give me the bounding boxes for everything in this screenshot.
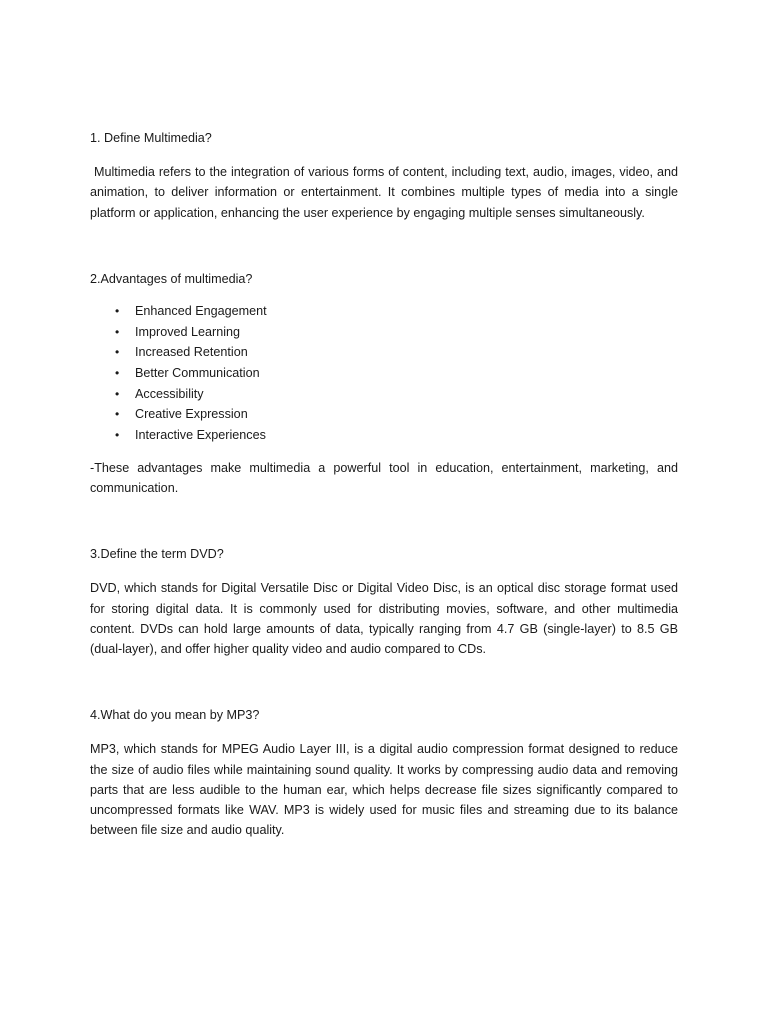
spacer [90,148,678,162]
section-heading: 2.Advantages of multimedia? [90,271,253,286]
section-heading: 4.What do you mean by MP3? [90,708,260,723]
bullet-icon: • [115,304,120,319]
section-heading: 3.Define the term DVD? [90,547,224,562]
spacer [90,659,678,705]
list-item-label: Accessibility [135,386,204,401]
section-paragraph: MP3, which stands for MPEG Audio Layer III, is a digital audio compression format designed to reduce the size of audio files while maintaining sound quality. It works by compressing audio data and removing parts that are less audible to the human ear, which helps decrease file sizes significantly compared to uncompressed formats like WAV. MP3 is widely used for music files and streaming due to its balance between file size and audio quality. [90,742,678,838]
section-paragraph: DVD, which stands for Digital Versatile Disc or Digital Video Disc, is an optical disc storage format used for storing digital data. It is commonly used for distributing movies, software, and other multimedia content. DVDs can hold large amounts of data, typically ranging from 4.7 GB (single-layer) to 8.5 GB (dual-layer), and offer higher quality video and audio compared to CDs. [90,581,678,657]
list-item-label: Creative Expression [135,407,248,422]
spacer [90,564,678,578]
list-item-label: Interactive Experiences [135,428,266,443]
bullet-icon: • [115,428,120,443]
list-item [90,425,678,446]
section-heading: 1. Define Multimedia? [90,131,212,145]
spacer [90,446,678,458]
list-item-label: Better Communication [135,366,260,381]
advantages-list [90,301,678,446]
bullet-icon: • [115,407,120,422]
spacer [90,498,678,544]
spacer [90,223,678,269]
spacer [90,725,678,739]
list-item-label: Increased Retention [135,345,248,360]
list-item [90,322,678,343]
bullet-icon: • [115,345,120,360]
bullet-icon: • [115,324,120,339]
list-item-label: Improved Learning [135,324,241,339]
list-item-label: Enhanced Engagement [135,304,267,319]
section-paragraph: Multimedia refers to the integration of various forms of content, including text, audio, images, video, and animation, to deliver information or entertainment. It combines multiple types of media into a single platform or application, enhancing the user experience by engaging multiple senses simultaneously. [90,165,682,220]
list-item [90,404,678,425]
bullet-icon: • [115,386,120,401]
list-item [90,301,678,322]
list-item [90,363,678,384]
section-paragraph: -These advantages make multimedia a powerful tool in education, entertainment, marketing, and communication. [90,460,678,496]
bullet-icon: • [115,366,120,381]
document-body [90,128,682,840]
list-item [90,342,678,363]
spacer [90,289,678,301]
list-item [90,384,678,405]
